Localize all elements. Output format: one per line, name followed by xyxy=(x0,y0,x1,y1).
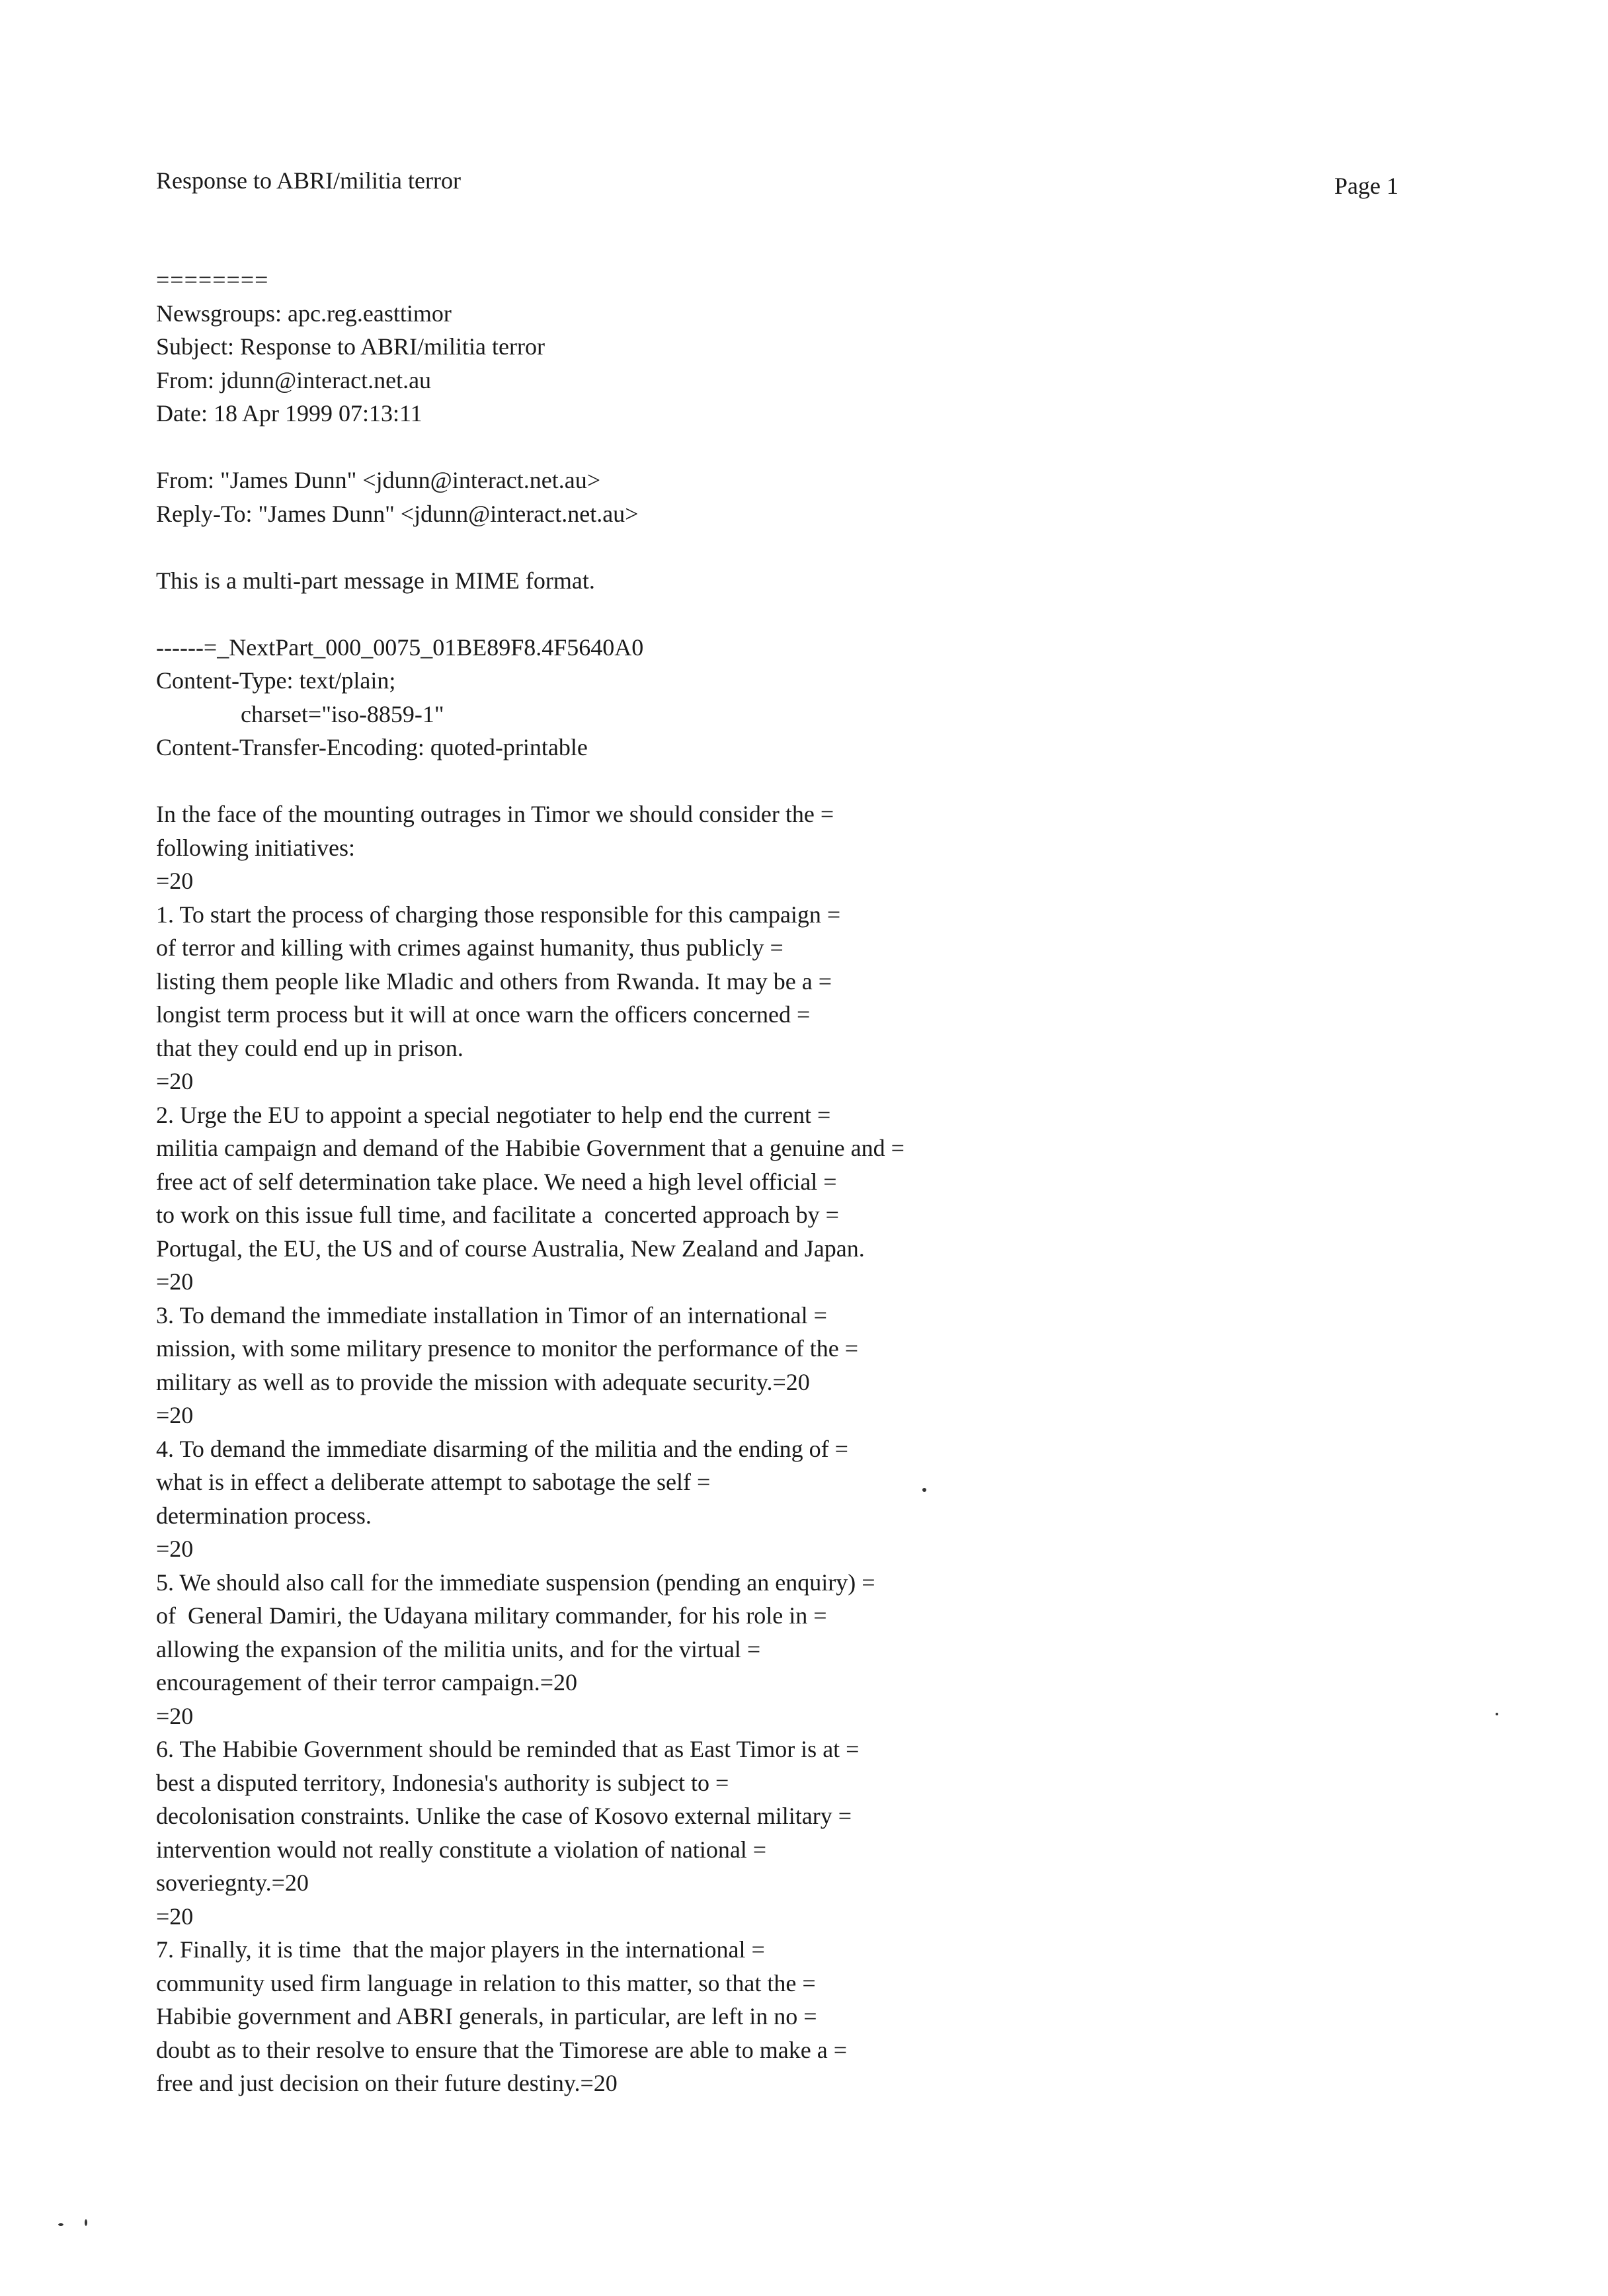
message-line: Portugal, the EU, the US and of course Australia, New Zealand and Japan. xyxy=(156,1235,865,1262)
message-line: =20 xyxy=(156,1702,194,1729)
message-line: listing them people like Mladic and others from Rwanda. It may be a = xyxy=(156,967,832,995)
message-line: This is a multi-part message in MIME format. xyxy=(156,567,595,594)
blank-line xyxy=(156,430,1478,464)
message-line: of General Damiri, the Udayana military commander, for his role in = xyxy=(156,1602,827,1629)
message-line: decolonisation constraints. Unlike the case of Kosovo external military = xyxy=(156,1803,852,1829)
page-number: Page 1 xyxy=(1334,173,1398,199)
message-line: intervention would not really constitute a violation of national = xyxy=(156,1836,767,1863)
message-line: following initiatives: xyxy=(156,834,355,861)
message-line: best a disputed territory, Indonesia's authority is subject to = xyxy=(156,1769,729,1796)
message-line: militia campaign and demand of the Habibie Government that a genuine and = xyxy=(156,1135,904,1161)
message-line: what is in effect a deliberate attempt to sabotage the self = xyxy=(156,1469,711,1495)
message-line: 6. The Habibie Government should be reminded that as East Timor is at = xyxy=(156,1736,860,1762)
message-line: Content-Transfer-Encoding: quoted-printable xyxy=(156,734,588,760)
message-line: Habibie government and ABRI generals, in particular, are left in no = xyxy=(156,2003,817,2030)
scan-speck xyxy=(922,1488,926,1492)
message-line: Reply-To: "James Dunn" <jdunn@interact.net.au> xyxy=(156,500,639,527)
email-message-body xyxy=(156,263,1478,2100)
message-line: encouragement of their terror campaign.=20 xyxy=(156,1669,578,1696)
message-line: =20 xyxy=(156,868,194,894)
message-line: Subject: Response to ABRI/militia terror xyxy=(156,333,545,360)
message-line: community used firm language in relation to this matter, so that the = xyxy=(156,1969,816,1996)
message-line: doubt as to their resolve to ensure that the Timorese are able to make a = xyxy=(156,2036,848,2063)
message-line: longist term process but it will at once warn the officers concerned = xyxy=(156,1001,811,1028)
message-line: charset="iso-8859-1" xyxy=(241,700,444,727)
message-line: 7. Finally, it is time that the major players in the international = xyxy=(156,1936,765,1963)
message-line: 4. To demand the immediate disarming of the militia and the ending of = xyxy=(156,1435,848,1462)
message-line: Newsgroups: apc.reg.easttimor xyxy=(156,300,452,327)
message-line: ------=_NextPart_000_0075_01BE89F8.4F5640A0 xyxy=(156,634,644,661)
message-line: free and just decision on their future destiny.=20 xyxy=(156,2070,618,2096)
message-line: =20 xyxy=(156,1068,194,1094)
message-line: mission, with some military presence to monitor the performance of the = xyxy=(156,1335,859,1362)
message-line: free act of self determination take place. We need a high level official = xyxy=(156,1168,837,1195)
message-line: military as well as to provide the mission with adequate security.=20 xyxy=(156,1368,810,1395)
message-line: =20 xyxy=(156,1402,194,1428)
scan-speck xyxy=(85,2219,87,2226)
message-line: determination process. xyxy=(156,1502,372,1529)
message-line: Content-Type: text/plain; xyxy=(156,667,396,694)
running-header-title: Response to ABRI/militia terror xyxy=(156,167,461,194)
message-line: to work on this issue full time, and facilitate a concerted approach by = xyxy=(156,1202,839,1228)
scan-speck xyxy=(58,2223,63,2226)
message-line: Date: 18 Apr 1999 07:13:11 xyxy=(156,400,422,427)
message-line: of terror and killing with crimes against humanity, thus publicly = xyxy=(156,934,784,961)
message-line: ======== xyxy=(156,266,269,293)
scan-speck xyxy=(1496,1713,1498,1715)
message-line: In the face of the mounting outrages in Timor we should consider the = xyxy=(156,801,834,827)
message-line: soveriegnty.=20 xyxy=(156,1869,309,1896)
message-line: 3. To demand the immediate installation in Timor of an international = xyxy=(156,1301,827,1329)
message-line: that they could end up in prison. xyxy=(156,1034,463,1061)
message-line: =20 xyxy=(156,1903,194,1930)
blank-line xyxy=(156,764,1478,798)
blank-line xyxy=(156,597,1478,631)
message-line: From: "James Dunn" <jdunn@interact.net.au> xyxy=(156,467,601,493)
message-line: 2. Urge the EU to appoint a special negotiater to help end the current = xyxy=(156,1101,831,1128)
message-line: 5. We should also call for the immediate suspension (pending an enquiry) = xyxy=(156,1569,875,1596)
blank-line xyxy=(156,530,1478,564)
message-line: allowing the expansion of the militia units, and for the virtual = xyxy=(156,1635,761,1662)
message-line: =20 xyxy=(156,1536,194,1562)
message-line: 1. To start the process of charging those responsible for this campaign = xyxy=(156,901,841,928)
message-line: From: jdunn@interact.net.au xyxy=(156,366,432,393)
message-line: =20 xyxy=(156,1268,194,1295)
